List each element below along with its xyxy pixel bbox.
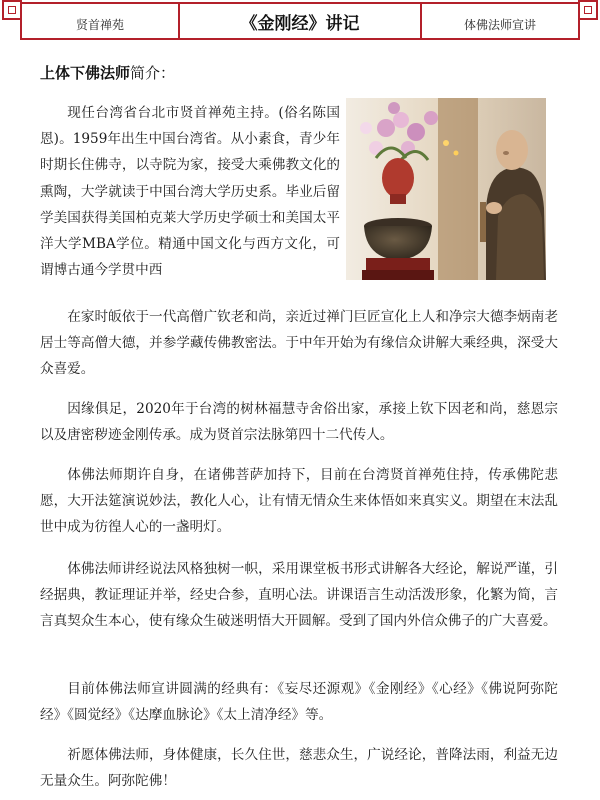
bio-paragraph-6: 目前体佛法师宣讲圆满的经典有：《妄尽还源观》《金刚经》《心经》《佛说阿弥陀经》《圆觉经》《达摩血脉论》《太上清净经》等。 (40, 681, 558, 724)
bio-paragraph-7: 祈愿体佛法师，身体健康，长久住世，慈悲众生，广说经论，普降法雨，利益无边无量众生。阿弥陀佛！ (40, 747, 558, 790)
corner-ornament-right (578, 0, 598, 20)
bio-paragraph-4: 体佛法师期许自身，在诸佛菩萨加持下，目前在台湾贤首禅苑住持，传承佛陀悲愿，大开法筵演说妙法，教化人心，让有情无情众生来体悟如来真实义。期望在末法乱世中成为彷徨人心的一盏明灯。 (40, 467, 558, 536)
master-photo-illustration (346, 98, 546, 280)
document-title: 《金刚经》讲记 (240, 13, 360, 34)
master-name: 上体下佛法师 (40, 64, 131, 82)
intro-suffix: 简介： (130, 64, 176, 82)
master-photo (346, 98, 546, 280)
header-left-label: 贤首禅苑 (75, 17, 124, 32)
bio-paragraph-1: 现任台湾省台北市贤首禅苑主持。(俗名陈国恩)。1959年出生中国台湾省。从小素食，青少年时期长住佛寺，以寺院为家，接受大乘佛教文化的熏陶，大学就读于中国台湾大学历史系。毕业后留学美国获得美国柏克莱大学历史学硕士和美国太平洋大学MBA学位。精通中国文化与西方文化，可谓博古通今学贯中西 (40, 105, 340, 279)
bio-paragraph-3: 因缘俱足，2020年于台湾的树林福慧寺舍俗出家，承接上钦下因老和尚，慈恩宗以及唐密秽迹金刚传承。成为贤首宗法脉第四十二代传人。 (40, 401, 558, 444)
header-right-label: 体佛法师宣讲 (463, 17, 536, 32)
bio-paragraph-2: 在家时皈依于一代高僧广钦老和尚，亲近过禅门巨匠宣化上人和净宗大德李炳南老居士等高僧大德，并参学藏传佛教密法。于中年开始为有缘信众讲解大乘经典，深受大众喜爱。 (40, 309, 558, 378)
intro-heading (40, 62, 175, 83)
corner-ornament-left (2, 0, 22, 20)
bio-paragraph-5: 体佛法师讲经说法风格独树一帜，采用课堂板书形式讲解各大经论，解说严谨，引经据典，教证理证并举，经史合参，直明心法。讲课语言生动活泼形象，化繁为简，言言真契众生本心，使有缘众生破迷明悟大开圆解。受到了国内外信众佛子的广大喜爱。 (40, 561, 558, 630)
page-header (0, 0, 600, 48)
